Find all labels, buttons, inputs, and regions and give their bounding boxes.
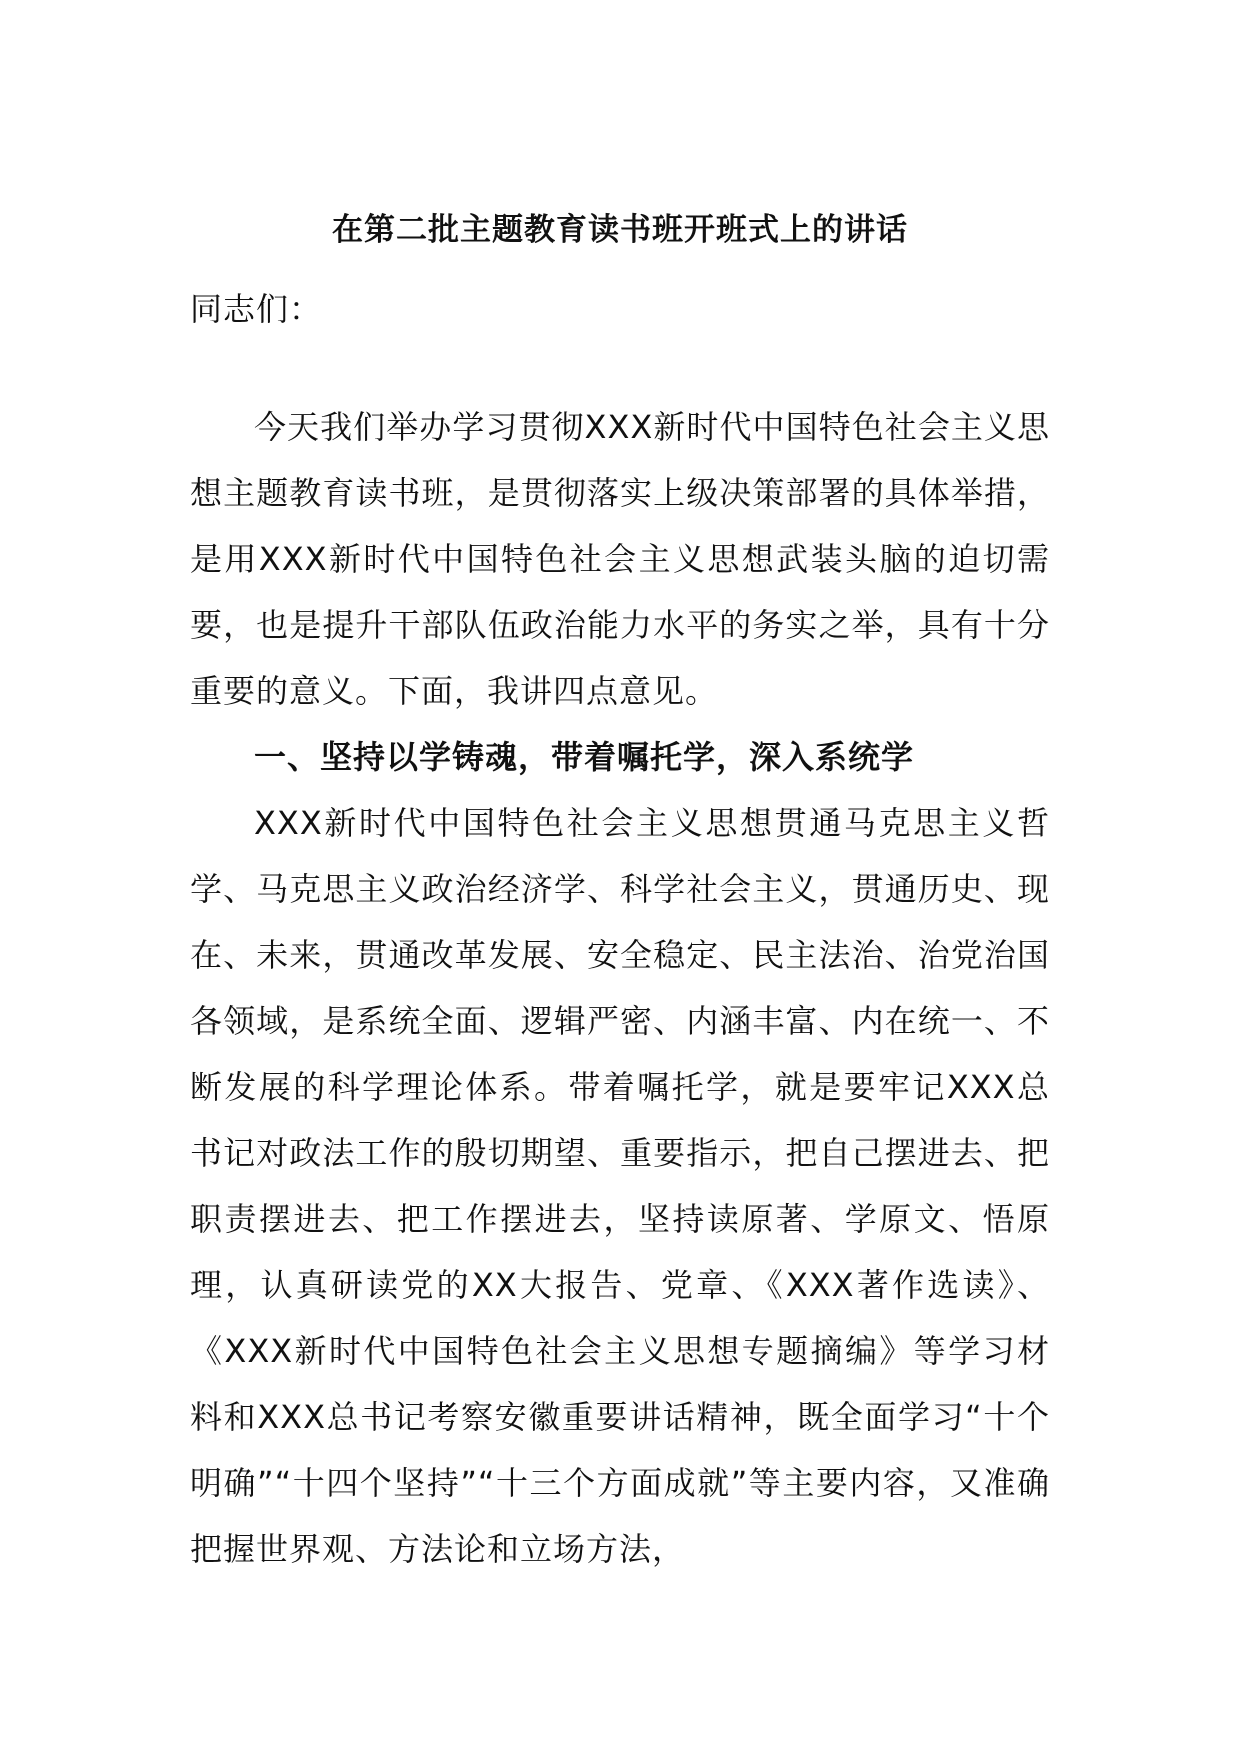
paragraph-intro: 今天我们举办学习贯彻XXX新时代中国特色社会主义思想主题教育读书班，是贯彻落实上级决策部署的具体举措，是用XXX新时代中国特色社会主义思想武装头脑的迫切需要，也是提升干部队伍政治能力水平的务实之举，具有十分重要的意义。下面，我讲四点意见。 [190,408,1050,710]
document-title: 在第二批主题教育读书班开班式上的讲话 [332,212,908,248]
document-body [190,394,1050,1582]
greeting: 同志们： [190,290,323,328]
paragraph-section-1: XXX新时代中国特色社会主义思想贯通马克思主义哲学、马克思主义政治经济学、科学社会主义，贯通历史、现在、未来，贯通改革发展、安全稳定、民主法治、治党治国各领域，是系统全面、逻辑严密、内涵丰富、内在统一、不断发展的科学理论体系。带着嘱托学，就是要牢记XXX总书记对政法工作的殷切期望、重要指示，把自己摆进去、把职责摆进去、把工作摆进去，坚持读原著、学原文、悟原理，认真研读党的XX大报告、党章、《XXX著作选读》、《XXX新时代中国特色社会主义思想专题摘编》等学习材料和XXX总书记考察安徽重要讲话精神，既全面学习“十个明确”“十四个坚持”“十三个方面成就”等主要内容，又准确把握世界观、方法论和立场方法， [190,804,1050,1568]
section-heading: 一、坚持以学铸魂，带着嘱托学，深入系统学 [254,738,915,776]
